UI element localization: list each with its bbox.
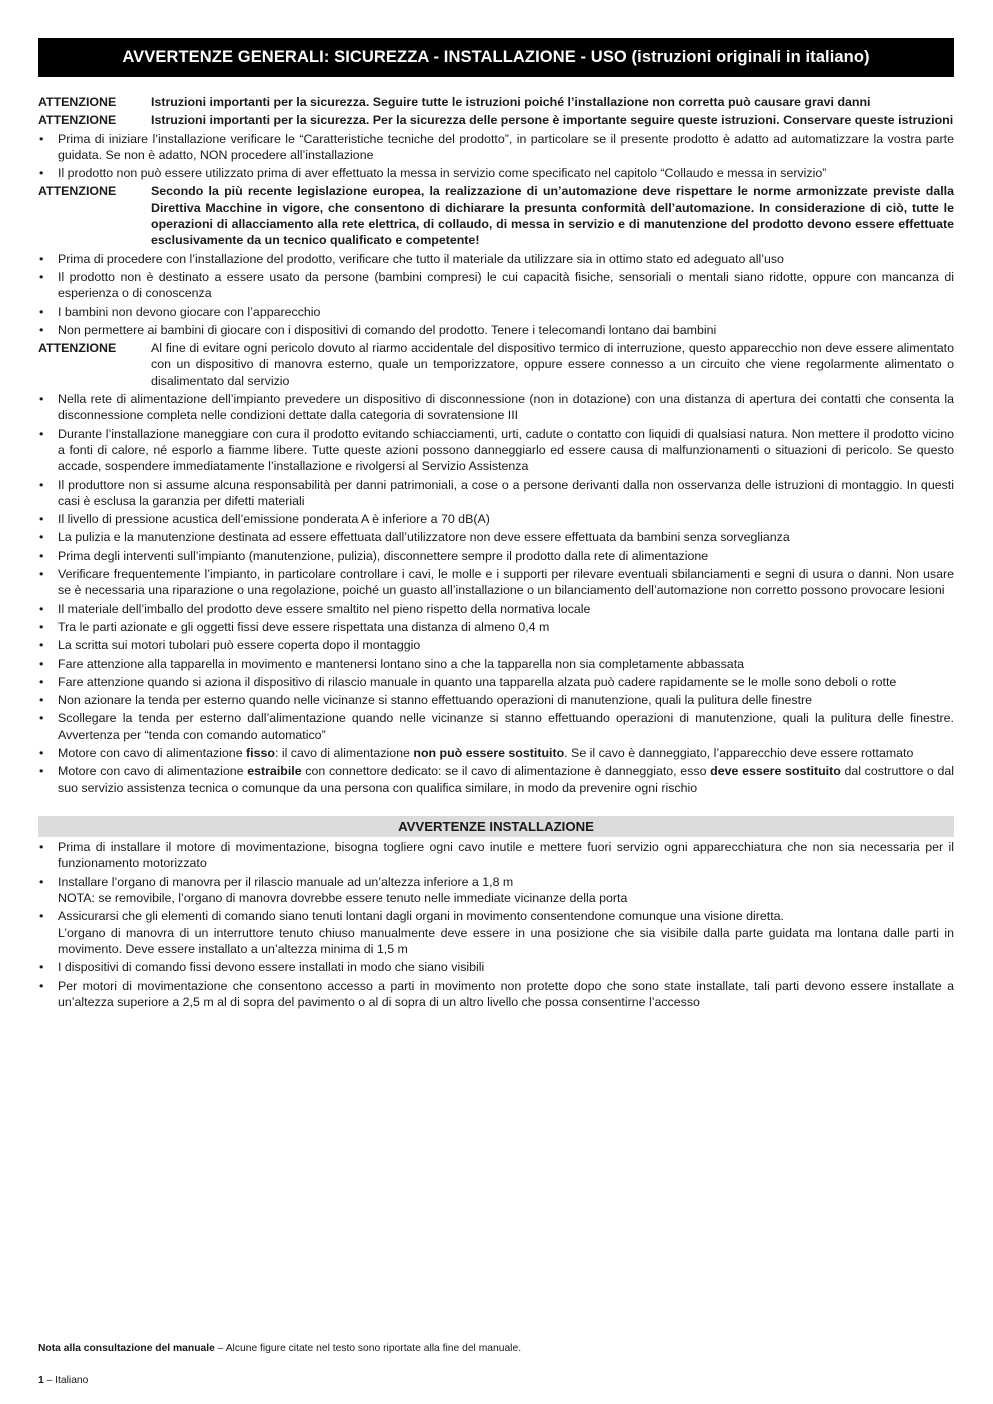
warning-block <box>38 340 954 389</box>
bullet-icon: • <box>39 392 44 407</box>
list-item-text: La pulizia e la manutenzione destinata ad essere effettuata dall’utilizzatore non deve essere effettuata da bambini senza sorveglianza <box>58 530 790 545</box>
list-item <box>38 322 954 338</box>
page-title: AVVERTENZE GENERALI: SICUREZZA - INSTALLAZIONE - USO (istruzioni originali in italiano) <box>38 38 954 77</box>
emphasis-text: estraibile <box>247 764 302 779</box>
note-text: NOTA: se removibile, l’organo di manovra dovrebbe essere tenuto nelle immediate vicinanze della porta <box>58 891 628 906</box>
list-item <box>38 656 954 672</box>
text-run: Assicurarsi che gli elementi di comando siano tenuti lontani dagli organi in movimento consentendone comunque una visione diretta. <box>58 909 784 924</box>
warning-label: ATTENZIONE <box>38 113 117 128</box>
list-item <box>38 692 954 708</box>
bullet-icon: • <box>39 304 44 319</box>
list-item-text: Il materiale dell’imballo del prodotto deve essere smaltito nel pieno rispetto della normativa locale <box>58 601 591 616</box>
text-run: Motore con cavo di alimentazione <box>58 764 248 779</box>
bullet-icon: • <box>39 166 44 181</box>
list-item <box>38 710 954 743</box>
list-item-text: Prima di installare il motore di movimentazione, bisogna togliere ogni cavo inutile e mettere fuori servizio ogni apparecchiatura che non sia necessaria per il funzionamento motorizzato <box>58 840 954 871</box>
text-run: con connettore dedicato: se il cavo di alimentazione è danneggiato, esso <box>301 764 711 779</box>
list-item <box>38 745 954 761</box>
list-item <box>38 839 954 872</box>
bullet-icon: • <box>39 745 44 760</box>
bullet-icon: • <box>39 619 44 634</box>
list-item-text: Fare attenzione alla tapparella in movimento e mantenersi lontano sino a che la tapparella non sia completamente abbassata <box>58 656 745 671</box>
list-item <box>38 426 954 475</box>
bullet-icon: • <box>39 426 44 441</box>
bullet-icon: • <box>39 978 44 993</box>
bullet-icon: • <box>39 269 44 284</box>
bullet-icon: • <box>39 512 44 527</box>
warning-block <box>38 112 954 128</box>
list-item <box>38 959 954 975</box>
warning-label: ATTENZIONE <box>38 184 117 199</box>
list-item <box>38 908 954 957</box>
list-item-text: Il livello di pressione acustica dell’emissione ponderata A è inferiore a 70 dB(A) <box>58 512 490 527</box>
page-number-value: 1 <box>38 1375 44 1386</box>
bullet-icon: • <box>39 567 44 582</box>
list-item-text: Tra le parti azionate e gli oggetti fissi deve essere rispettata una distanza di almeno 0,4 m <box>58 619 550 634</box>
list-item <box>38 619 954 635</box>
list-item-text: Prima di procedere con l’installazione del prodotto, verificare che tutto il materiale da utilizzare sia in ottimo stato ed adeguato all’uso <box>58 251 784 266</box>
list-item-text: Scollegare la tenda per esterno dall’alimentazione quando nelle vicinanze si stanno effettuando operazioni di manutenzione, quali la pulitura delle finestre. Avvertenza per “tenda con comando automatico” <box>58 711 954 742</box>
list-item <box>38 874 954 907</box>
emphasis-text: deve essere sostituito <box>710 764 841 779</box>
list-item-text: Il produttore non si assume alcuna responsabilità per danni patrimoniali, a cose o a persone derivanti dalla non osservanza delle istruzioni di montaggio. In questi casi è esclusa la garanzia per difetti materiali <box>58 477 954 508</box>
list-item <box>38 165 954 181</box>
bullet-icon: • <box>39 674 44 689</box>
list-item-text: I dispositivi di comando fissi devono essere installati in modo che siano visibili <box>58 960 485 975</box>
list-item-text: I bambini non devono giocare con l’apparecchio <box>58 304 321 319</box>
bullet-icon: • <box>39 764 44 779</box>
list-item <box>38 601 954 617</box>
text-run: Motore con cavo di alimentazione <box>58 745 247 760</box>
list-item-text: Prima di iniziare l’installazione verificare le “Caratteristiche tecniche del prodotto”, in particolare se il presente prodotto è adatto ad automatizzare la vostra parte guidata. Se non è adatto, NON procedere all’installazione <box>58 131 954 162</box>
section-heading-installation: AVVERTENZE INSTALLAZIONE <box>38 816 954 837</box>
list-item <box>38 391 954 424</box>
page-number <box>38 1375 88 1386</box>
manual-note <box>38 1343 521 1354</box>
bullet-icon: • <box>39 530 44 545</box>
warning-label: ATTENZIONE <box>38 95 117 109</box>
list-item <box>38 529 954 545</box>
list-item <box>38 674 954 690</box>
list-item-text: Non permettere ai bambini di giocare con i dispositivi di comando del prodotto. Tenere i telecomandi lontano dai bambini <box>58 322 717 337</box>
bullet-icon: • <box>39 840 44 855</box>
list-item-text: Fare attenzione quando si aziona il dispositivo di rilascio manuale in quanto una tapparella alzata può cadere rapidamente se le molle sono deboli o rotte <box>58 674 897 689</box>
list-item <box>38 548 954 564</box>
warning-text: Istruzioni importanti per la sicurezza. Per la sicurezza delle persone è importante seguire queste istruzioni. Conservare queste istruzioni <box>151 113 954 128</box>
list-item <box>38 269 954 302</box>
warning-block <box>38 183 954 248</box>
list-item-text: La scritta sui motori tubolari può essere coperta dopo il montaggio <box>58 638 421 653</box>
list-item <box>38 511 954 527</box>
list-item <box>38 637 954 653</box>
text-run: Installare l’organo di manovra per il rilascio manuale ad un’altezza inferiore a 1,8 m <box>58 874 514 889</box>
page-language: – Italiano <box>43 1375 89 1386</box>
text-run: L’organo di manovra di un interruttore tenuto chiuso manualmente deve essere in una posizione che sia visibile dalla parte guidata ma lontana dalle parti in movimento. Deve essere installato a un’altezza minima di 1,5 m <box>58 925 954 956</box>
text-run: dal costruttore o dal suo servizio assistenza tecnica o comunque da una persona con qualifica similare, in modo da prevenire ogni rischio <box>58 764 954 795</box>
manual-note-text: – Alcune figure citate nel testo sono riportate alla fine del manuale. <box>214 1343 522 1354</box>
bullet-icon: • <box>39 638 44 653</box>
bullet-icon: • <box>39 477 44 492</box>
list-item-text: Verificare frequentemente l’impianto, in particolare controllare i cavi, le molle e i supporti per rilevare eventuali sbilanciamenti e segni di usura o danni. Non usare se è necessaria una riparazione o una regolazione, poiché un guasto all’installazione o un bilanciamento dell’automazione non corretto possono provocare lesioni <box>58 567 954 598</box>
warning-block <box>38 94 954 110</box>
bullet-icon: • <box>39 548 44 563</box>
list-item <box>38 566 954 599</box>
manual-note-label: Nota alla consultazione del manuale <box>38 1343 215 1354</box>
list-item-text <box>58 745 954 761</box>
list-item-text: Prima degli interventi sull’impianto (manutenzione, pulizia), disconnettere sempre il prodotto dalla rete di alimentazione <box>58 548 709 563</box>
list-item <box>38 251 954 267</box>
list-item-text: Non azionare la tenda per esterno quando nelle vicinanze si stanno effettuando operazioni di manutenzione, quali la pulitura delle finestre <box>58 693 813 708</box>
list-item-text: Il prodotto non è destinato a essere usato da persone (bambini compresi) le cui capacità fisiche, sensoriali o mentali siano ridotte, oppure con mancanza di esperienza o di conoscenza <box>58 269 954 301</box>
text-run: . Se il cavo è danneggiato, l’apparecchio deve essere rottamato <box>564 745 914 760</box>
document-body <box>38 94 954 1012</box>
warning-label: ATTENZIONE <box>38 341 117 356</box>
bullet-icon: • <box>39 601 44 616</box>
bullet-icon: • <box>39 656 44 671</box>
warning-text: Istruzioni importanti per la sicurezza. Seguire tutte le istruzioni poiché l’installazione non corretta può causare gravi danni <box>151 95 871 109</box>
list-item-text: Durante l’installazione maneggiare con cura il prodotto evitando schiacciamenti, urti, cadute o contatto con liquidi di qualsiasi natura. Non mettere il prodotto vicino a fonti di calore, né esporlo a fiamme libere. Tutte queste azioni possono danneggiarlo ed essere causa di malfunzionamenti o situazioni di pericolo. Se questo accade, sospendere immediatamente l’installazione e rivolgersi al Servizio Assistenza <box>58 426 954 474</box>
bullet-icon: • <box>39 909 44 924</box>
list-item-text: Per motori di movimentazione che consentono accesso a parti in movimento non protette dopo che sono state installate, tali parti devono essere installate a un’altezza superiore a 2,5 m al di sopra del pavimento o al di sopra di un altro livello che possa consentirne l’accesso <box>58 978 954 1009</box>
bullet-icon: • <box>39 874 44 889</box>
list-item <box>38 763 954 796</box>
bullet-icon: • <box>39 251 44 266</box>
bullet-icon: • <box>39 131 44 146</box>
list-item-text <box>58 908 954 957</box>
bullet-icon: • <box>39 693 44 708</box>
emphasis-text: non può essere sostituito <box>413 745 565 760</box>
warning-text: Secondo la più recente legislazione europea, la realizzazione di un’automazione deve rispettare le norme armonizzate previste dalla Direttiva Macchine in vigore, che consentono di dichiarare la presunta conformità dell’automazione. In considerazione di ciò, tutte le operazioni di allacciamento alla rete elettrica, di collaudo, di messa in servizio e di manutenzione del prodotto devono essere effettuate esclusivamente da un tecnico qualificato e competente! <box>151 184 954 248</box>
text-run: : il cavo di alimentazione <box>274 745 414 760</box>
list-item-text: Nella rete di alimentazione dell’impianto prevedere un dispositivo di disconnessione (non in dotazione) con una distanza di apertura dei contatti che consenta la disconnessione completa nelle condizioni dettate dalla categoria di sovratensione III <box>58 392 954 423</box>
list-item-text: Il prodotto non può essere utilizzato prima di aver effettuato la messa in servizio come specificato nel capitolo “Collaudo e messa in servizio” <box>58 166 827 181</box>
warning-text: Al fine di evitare ogni pericolo dovuto al riarmo accidentale del dispositivo termico di interruzione, questo apparecchio non deve essere alimentato con un dispositivo di manovra esterno, quale un temporizzatore, oppure essere connesso a un circuito che viene regolarmente alimentato o disalimentato dal servizio <box>151 341 954 388</box>
list-item <box>38 304 954 320</box>
list-item-text <box>58 874 954 907</box>
list-item <box>38 477 954 510</box>
bullet-icon: • <box>39 960 44 975</box>
list-item <box>38 978 954 1011</box>
list-item-text <box>58 763 954 796</box>
bullet-icon: • <box>39 711 44 726</box>
emphasis-text: fisso <box>246 745 275 760</box>
bullet-icon: • <box>39 322 44 337</box>
list-item <box>38 131 954 164</box>
